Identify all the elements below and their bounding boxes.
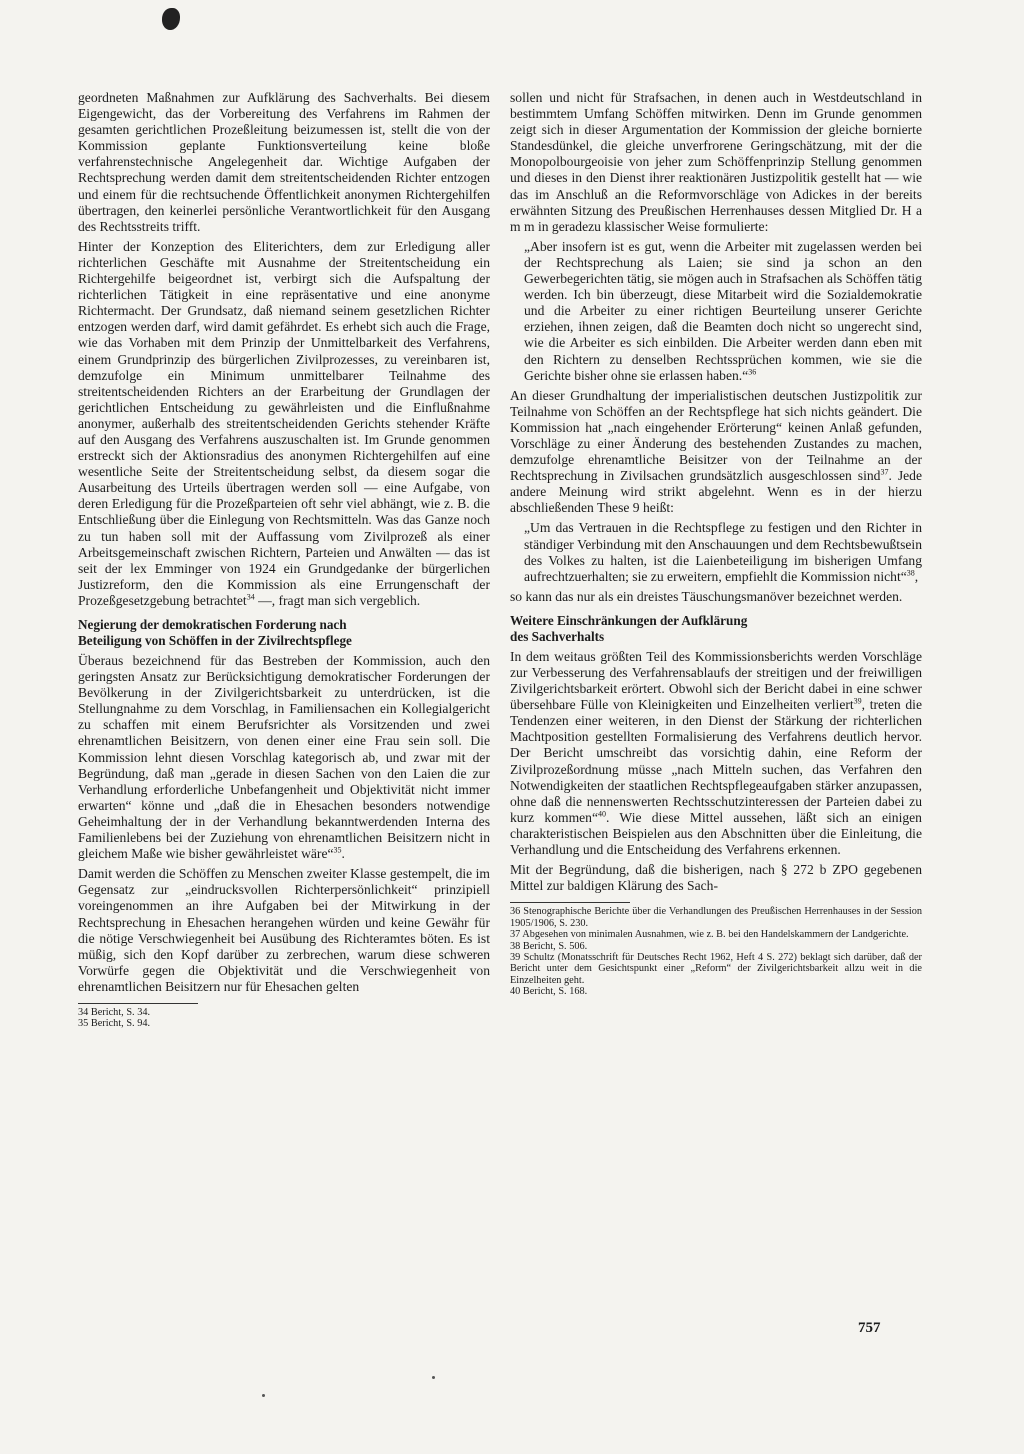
paragraph xyxy=(510,649,922,858)
footnote-ref: 36 xyxy=(748,367,757,377)
text: Überaus bezeichnend für das Bestreben der Kommission, auch den geringsten Ansatz zur Berücksichtigung demokratischer Forderungen der Bevölkerung in der Zivilgerichtsbarkeit zu unterdrücken, ist die Stellungnahme zu dem Vorschlag, in Familiensachen ein Kollegialgericht zu schaffen mit einem Berufsrichter als Vorsitzenden und zwei ehrenamtlichen Beisitzern, von denen einer eine Frau sein soll. Die Kommission lehnt diesen Vorschlag kategorisch ab, und zwar mit der Begründung, daß man „gerade in diesen Sachen von den Laien die zur Verhandlung erforderliche Unbefangenheit und Objektivität nicht immer erwarten“ könne und „daß die in Ehesachen besonders notwendige Geheimhaltung der in der Verhandlung bekanntwerdenden Interna des Familienlebens bei der Zuziehung von ehrenamtlichen Beisitzern nicht in gleichem Maße wie bisher gewährleistet wäre“ xyxy=(78,653,490,862)
paragraph xyxy=(78,653,490,862)
text: „Aber insofern ist es gut, wenn die Arbeiter mit zugelassen werden bei der Rechtsprechung als Laien; sie sind ja schon an den Gewerbegerichten tätig, sie mögen auch in Strafsachen als Schöffen tätig werden. Ich bin überzeugt, diese Mitarbeit wird die Sozialdemokratie und die Arbeiter zu einer richtigen Beurteilung unserer Gerichte erziehen, ihnen zeigen, daß die Beamten doch nicht so ungerecht sind, wie die Arbeiter es sich einbilden. Die Arbeiter werden dann eben mit den Richtern zu denselben Rechtssprüchen kommen, wie sie die Gerichte bisher ohne sie erlassen haben.“ xyxy=(524,238,922,383)
footnote: 38 Bericht, S. 506. xyxy=(510,940,588,952)
paragraph: geordneten Maßnahmen zur Aufklärung des Sachverhalts. Bei diesem Eigengewicht, das der Vorbereitung des Verfahrens im Rahmen der gesamten gerichtlichen Prozeßleitung beizumessen ist, stellt die von der Kommission geplante Funktionsverteilung keine bloße verfahrenstechnische Angelegenheit dar. Wichtige Aufgaben der Rechtsprechung werden damit dem streitentscheidenden Richter entzogen und einem für die rechtsuchende Öffentlichkeit anonymen Richtergehilfen übertragen, den keinerlei persönliche Verantwortlichkeit für den Ausgang des Rechtsstreits trifft. xyxy=(78,90,490,234)
footnote-ref: 35 xyxy=(333,845,342,855)
heading-line: Weitere Einschränkungen der Aufklärung xyxy=(510,612,748,628)
text: „Um das Vertrauen in die Rechtspflege zu festigen und den Richter in ständiger Verbindung mit den Anschauungen und dem Rechtsbewußtsein des Volkes zu halten, ist die Laienbeteiligung im bisherigen Umfang aufrechtzuerhalten; sie zu erweitern, empfiehlt die Kommission nicht“ xyxy=(524,520,922,584)
heading-line: des Sachverhalts xyxy=(510,628,605,644)
speck xyxy=(432,1376,435,1379)
footnote: 40 Bericht, S. 168. xyxy=(510,986,588,998)
left-column xyxy=(78,90,490,1030)
footnotes xyxy=(510,906,922,997)
footnotes xyxy=(78,1007,490,1030)
text: An dieser Grundhaltung der imperialistischen deutschen Justizpolitik zur Teilnahme von Schöffen an der Rechtspflege hat sich nichts geändert. Die Kommission hat „nach eingehender Erörterung“ keinen Anlaß gefunden, Vorschläge zu einer Änderung des bestehenden Zustandes zu machen, demzufolge ehrenamtliche Beisitzer von der Teilnahme an der Rechtsprechung in Zivilsachen grundsätzlich ausgeschlossen sind xyxy=(510,387,922,484)
footnote: 36 Stenographische Berichte über die Verhandlungen des Preußischen Herrenhauses in der Session 1905/1906, S. 230. xyxy=(510,906,922,929)
section-heading xyxy=(78,617,490,649)
page-number: 757 xyxy=(858,1320,881,1336)
speck xyxy=(262,1394,265,1397)
text: . Wie diese Mittel aussehen, läßt sich an einigen charakteristischen Beispielen aus den Abschnitten über die Einleitung, die Verhandlung und die Entscheidung des Verfahrens erkennen. xyxy=(510,809,922,858)
footnote: 37 Abgesehen von minimalen Ausnahmen, wie z. B. bei den Handelskammern der Landgerichte. xyxy=(510,929,909,941)
footnote-rule xyxy=(78,1003,198,1004)
text: , treten die Tendenzen einer weiteren, in den Dienst der Stärkung der richterlichen Machtposition gestellten Formalisierung des Verfahrens deutlich hervor. Der Bericht umschreibt das vorsichtig dahin, eine Reform der Zivilprozeßordnung müsse „nach Mitteln suchen, das Verfahren den Notwendigkeiten der staatlichen Rechtspflegeaufgaben stärker anzupassen, ohne daß die nennenswerten Rechtsschutzinteressen der Parteien dabei zu kurz kommen“ xyxy=(510,697,922,825)
paragraph xyxy=(510,388,922,517)
paragraph: sollen und nicht für Strafsachen, in denen auch in Westdeutschland in bestimmtem Umfang Schöffen mitwirken. Denn im Grunde genommen zeigt sich in dieser Argumentation der Kommission der gleiche bornierte Standesdünkel, die gleiche unverfrorene Geringschätzung, mit der die Monopolbourgeoisie von jeher zum Schöffenprinzip Stellung genommen und dieses in den Dienst ihrer reaktionären Justizpolitik gestellt hat — wie das im Anschluß an die Reformvorschläge von Adickes in der bereits erwähnten Sitzung des Preußischen Herrenhauses dessen Mitglied Dr. H a m m in geradezu klassischer Weise formulierte: xyxy=(510,90,922,234)
heading-line: Negierung der demokratischen Forderung nach xyxy=(78,617,347,632)
footnote-ref: 38 xyxy=(906,568,915,578)
text: In dem weitaus größten Teil des Kommissionsberichts werden Vorschläge zur Verbesserung des Verfahrensablaufs der streitigen und der freiwilligen Zivilgerichtsbarkeit erörtert. Obwohl sich der Bericht dabei in eine schwer übersehbare Fülle von Kleinigkeiten und Einzelheiten verliert xyxy=(510,648,922,713)
footnote-ref: 34 xyxy=(246,592,255,602)
section-heading xyxy=(510,613,922,645)
text: . Jede andere Meinung wird strikt abgelehnt. Wenn es in der hierzu abschließenden These 9 heißt: xyxy=(510,468,922,516)
paragraph: Mit der Begründung, daß die bisherigen, nach § 272 b ZPO gegebenen Mittel zur baldigen Klärung des Sach- xyxy=(510,862,922,894)
quotation xyxy=(524,239,922,384)
text: , xyxy=(914,568,919,584)
paragraph: so kann das nur als ein dreistes Täuschungsmanöver bezeichnet werden. xyxy=(510,588,903,604)
footnote-ref: 37 xyxy=(880,467,889,477)
footnote-ref: 40 xyxy=(598,809,607,819)
paragraph: Damit werden die Schöffen zu Menschen zweiter Klasse gestempelt, die im Gegensatz zur „eindrucksvollen Richterpersönlichkeit“ prinzipiell voreingenommen an ihre Aufgaben bei der Mitwirkung in der Rechtsprechung in Ehesachen herangehen würden und keine Gewähr für die nötige Verschwiegenheit bei Ausübung des Richteramtes böten. Es ist müßig, sich den Kopf darüber zu zerbrechen, warum diese schweren Vorwürfe gegen die Objektivität und die Verschwiegenheit von ehrenamtlichen Beisitzern nur für Ehesachen gelten xyxy=(78,866,490,994)
footnote-rule xyxy=(510,902,630,903)
ink-blot xyxy=(162,8,180,30)
heading-line: Beteiligung von Schöffen in der Zivilrechtspflege xyxy=(78,633,352,648)
text: . xyxy=(341,846,345,862)
right-column xyxy=(510,90,922,998)
quotation xyxy=(524,520,922,584)
text: Hinter der Konzeption des Eliterichters, dem zur Erledigung aller richterlichen Geschäfte mit Ausnahme der Streitentscheidung ein Richtergehilfe beigeordnet ist, verbirgt sich die Aufspaltung der richterlichen Tätigkeit in eine repräsentative und eine anonyme Richtermacht. Der Grundsatz, daß niemand seinem gesetzlichen Richter entzogen werden darf, wird damit gefährdet. Es erhebt sich auch die Frage, wie das Vorhaben mit dem Prinzip der Unmittelbarkeit des Verfahrens, einem Grundprinzip des bürgerlichen Zivilprozesses, zu vereinbaren ist, demzufolge ein Minimum unmittelbarer Teilnahme des streitentscheidenden Richters an der Erarbeitung der Grundlagen der gerichtlichen Entscheidung zu gewährleisten und die Einflußnahme anonymer, außerhalb des streitentscheidenden Gerichts stehender Kräfte auf den Ausgang des Verfahrens auszuschalten ist. Im Grunde genommen erstreckt sich der Aktionsradius des anonymen Richtergehilfen auf eine wesentliche Seite der Streitentscheidung selbst, da diesem sogar die Ausarbeitung des Urteils übertragen werden soll — eine Aufgabe, von deren Erledigung für die Prozeßparteien oft sehr viel abhängt, wie z. B. die Entschließung über die Einlegung von Rechtsmitteln. Was das Ganze noch zu tun haben soll mit der Auffassung vom Zivilprozeß als einer Arbeitsgemeinschaft zwischen Richtern, Parteien und Anwälten — das ist seit der lex Emminger von 1924 ein Grundgedanke der bürgerlichen Justizreform, den die Kommission als eine Errungenschaft der Prozeßgesetzgebung betrachtet xyxy=(78,238,490,608)
footnote-ref: 39 xyxy=(853,696,862,706)
footnote: 39 Schultz (Monatsschrift für Deutsches Recht 1962, Heft 4 S. 272) beklagt sich darüber, daß der Bericht unter dem Gesichtspunkt einer „Reform“ der Zivilgerichtsbarkeit allzu weit in die Einzelheiten geht. xyxy=(510,951,922,986)
text: —, fragt man sich vergeblich. xyxy=(254,592,421,608)
paragraph xyxy=(78,239,490,609)
footnote: 35 Bericht, S. 94. xyxy=(78,1018,151,1030)
footnote: 34 Bericht, S. 34. xyxy=(78,1006,151,1018)
